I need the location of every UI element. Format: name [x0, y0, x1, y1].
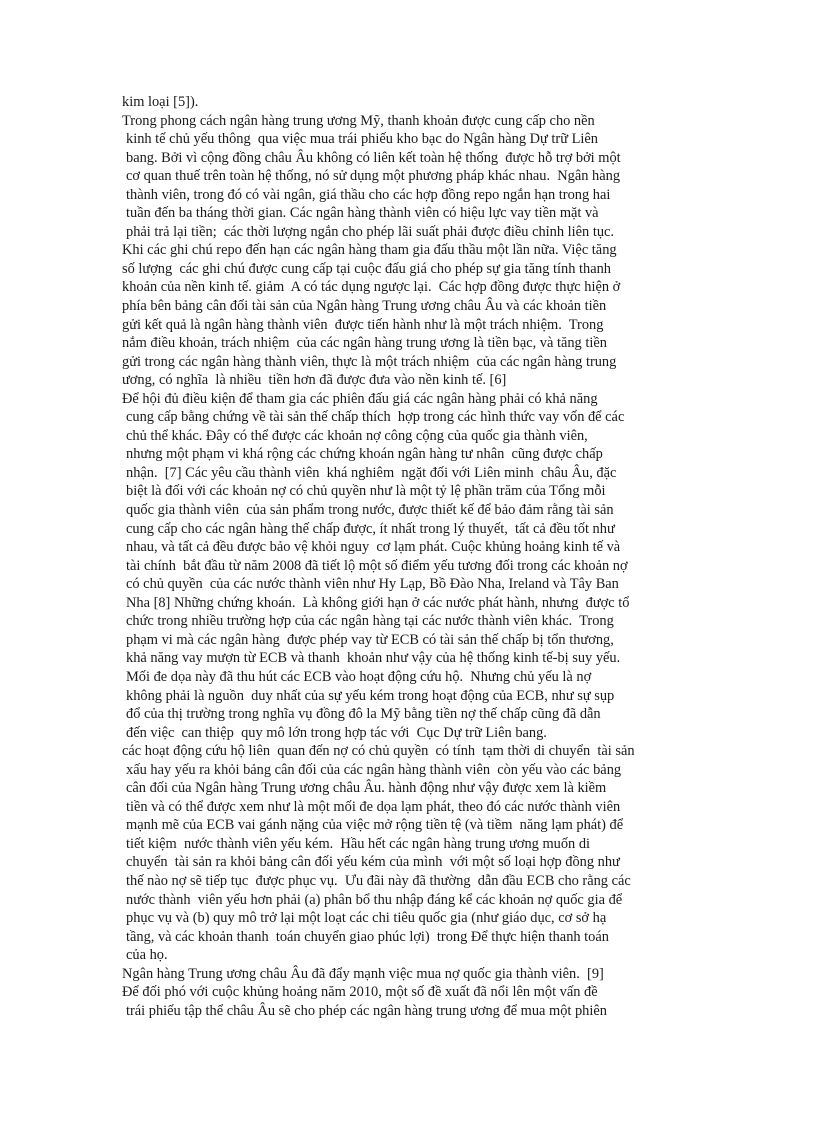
- text-line: mạnh mẽ của ECB vai gánh nặng của việc mở rộng tiền tệ (và tiềm năng lạm phát) để: [126, 817, 624, 834]
- text-line: kim loại [5]).: [122, 94, 199, 110]
- text-line: nhưng một phạm vi khá rộng các chứng khoán ngân hàng tư nhân cũng được chấp: [126, 446, 603, 463]
- text-line: Mối đe dọa này đã thu hút các ECB vào hoạt động cứu hộ. Nhưng chủ yếu là nợ: [126, 668, 592, 685]
- text-line: các hoạt động cứu hộ liên quan đến nợ có chủ quyền có tính tạm thời di chuyển tài sản: [122, 743, 635, 760]
- text-line: cơ quan thuế trên toàn hệ thống, nó sử dụng một phương pháp khác nhau. Ngân hàng: [126, 168, 621, 185]
- text-line: nhận. [7] Các yêu cầu thành viên khá nghiêm ngặt đối với Liên minh châu Âu, đặc: [126, 464, 617, 481]
- text-line: nước thành viên yếu hơn phải (a) phân bổ thu nhập đáng kể các khoản nợ quốc gia để: [126, 891, 623, 908]
- text-line: số lượng các ghi chú được cung cấp tại cuộc đấu giá cho phép sự gia tăng tính thanh: [122, 260, 611, 277]
- text-line: Để đối phó với cuộc khủng hoảng năm 2010, một số đề xuất đã nổi lên một vấn đề: [122, 984, 598, 1001]
- text-line: quốc gia thành viên của sản phẩm trong nước, được thiết kế để bảo đảm rằng tài sản: [126, 502, 614, 519]
- text-line: xấu hay yếu ra khỏi bảng cân đối của các ngân hàng thành viên còn yếu vào các bảng: [126, 761, 622, 778]
- text-line: cung cấp bằng chứng về tài sản thế chấp thích hợp trong các hình thức vay vốn để các: [126, 409, 625, 426]
- text-line: chuyển tài sản ra khỏi bảng cân đối yếu kém của mình với một số loại hợp đồng như: [126, 854, 620, 871]
- text-line: chức trong nhiều trường hợp của các ngân hàng tại các nước thành viên khác. Trong: [126, 613, 614, 630]
- text-line: không phải là nguồn duy nhất của sự yếu kém trong hoạt động của ECB, như sự sụp: [126, 687, 615, 704]
- text-line: thành viên, trong đó có vài ngân, giá thầu cho các hợp đồng repo ngắn hạn trong hai: [126, 186, 611, 203]
- text-line: kinh tế chủ yếu thông qua việc mua trái phiếu kho bạc do Ngân hàng Dự trữ Liên: [126, 131, 598, 148]
- text-line: tiền và có thể được xem như là một mối đe dọa lạm phát, theo đó các nước thành viên: [126, 798, 621, 815]
- text-line: tiết kiệm nước thành viên yếu kém. Hầu hết các ngân hàng trung ương muốn di: [126, 835, 591, 852]
- text-line: cân đối của Ngân hàng Trung ương châu Âu. hành động như vậy được xem là kiềm: [126, 780, 607, 797]
- text-line: Để hội đủ điều kiện để tham gia các phiên đấu giá các ngân hàng phải có khả năng: [122, 390, 598, 407]
- text-line: nắm điều khoản, trách nhiệm của các ngân hàng trung ương là tiền bạc, và tăng tiền: [122, 335, 607, 352]
- text-line: trái phiếu tập thể châu Âu sẽ cho phép các ngân hàng trung ương để mua một phiên: [126, 1002, 607, 1019]
- text-line: tầng, và các khoản thanh toán chuyển giao phúc lợi) trong Để thực hiện thanh toán: [126, 928, 609, 945]
- text-line: thế nào nợ sẽ tiếp tục được phục vụ. Ưu đãi này đã thường dẫn đầu ECB cho rằng các: [126, 872, 631, 889]
- text-line: chủ thể khác. Đây có thể được các khoản nợ công cộng của quốc gia thành viên,: [126, 427, 588, 444]
- text-line: phía bên bảng cân đối tài sản của Ngân hàng Trung ương châu Âu và các khoản tiền: [122, 298, 607, 315]
- text-line: đến việc can thiệp quy mô lớn trong hợp tác với Cục Dự trữ Liên bang.: [126, 724, 547, 741]
- text-line: phạm vi mà các ngân hàng được phép vay từ ECB có tài sản thế chấp bị tổn thương,: [126, 631, 614, 648]
- text-line: gửi kết quả là ngân hàng thành viên được tiến hành như là một trách nhiệm. Trong: [122, 316, 604, 333]
- text-line: nhau, và tất cả đều được bảo vệ khỏi nguy cơ lạm phát. Cuộc khủng hoảng kinh tế và: [126, 539, 621, 556]
- text-line: Trong phong cách ngân hàng trung ương Mỹ, thanh khoản được cung cấp cho nền: [122, 112, 595, 129]
- text-line: Ngân hàng Trung ương châu Âu đã đẩy mạnh việc mua nợ quốc gia thành viên. [9]: [122, 965, 604, 982]
- text-line: tài chính bắt đầu từ năm 2008 đã tiết lộ một số điểm yếu tương đối trong các khoản nợ: [126, 557, 628, 574]
- text-line: khả năng vay mượn từ ECB và thanh khoản như vậy của hệ thống kinh tế-bị suy yếu.: [126, 650, 621, 667]
- document-page: [122, 93, 722, 1020]
- text-line: đổ của thị trường trong nghĩa vụ đồng đô la Mỹ bằng tiền nợ thế chấp cũng đã dẫn: [126, 706, 601, 723]
- text-line: Nha [8] Những chứng khoán. Là không giới hạn ở các nước phát hành, nhưng được tổ: [126, 594, 630, 611]
- text-line: biệt là đối với các khoản nợ có chủ quyền như là một tỷ lệ phần trăm của Tổng mỗi: [126, 483, 606, 500]
- text-line: Khi các ghi chú repo đến hạn các ngân hàng tham gia đấu thầu một lần nữa. Việc tăng: [122, 242, 617, 259]
- text-line: của họ.: [126, 947, 168, 964]
- text-line: ương, có nghĩa là nhiều tiền hơn đã được đưa vào nền kinh tế. [6]: [122, 372, 507, 389]
- text-line: khoản của nền kinh tế. giảm A có tác dụng ngược lại. Các hợp đồng được thực hiện ở: [122, 279, 621, 296]
- text-line: có chủ quyền của các nước thành viên như Hy Lạp, Bồ Đào Nha, Ireland và Tây Ban: [126, 576, 619, 593]
- text-line: cung cấp cho các ngân hàng thế chấp được, ít nhất trong lý thuyết, tất cả đều tốt như: [126, 520, 615, 537]
- text-line: tuần đến ba tháng thời gian. Các ngân hàng thành viên có hiệu lực vay tiền mặt và: [126, 205, 599, 222]
- text-line: phục vụ và (b) quy mô trở lại một loạt các chi tiêu quốc gia (như giáo dục, cơ sở hạ: [126, 910, 607, 927]
- text-line: phải trả lại tiền; các thời lượng ngắn cho phép lãi suất phải được điều chỉnh liên tục.: [126, 223, 614, 240]
- text-line: gửi trong các ngân hàng thành viên, thực là một trách nhiệm của các ngân hàng trung: [122, 353, 617, 370]
- text-line: bang. Bởi vì cộng đồng châu Âu không có liên kết toàn hệ thống được hỗ trợ bởi một: [126, 149, 621, 166]
